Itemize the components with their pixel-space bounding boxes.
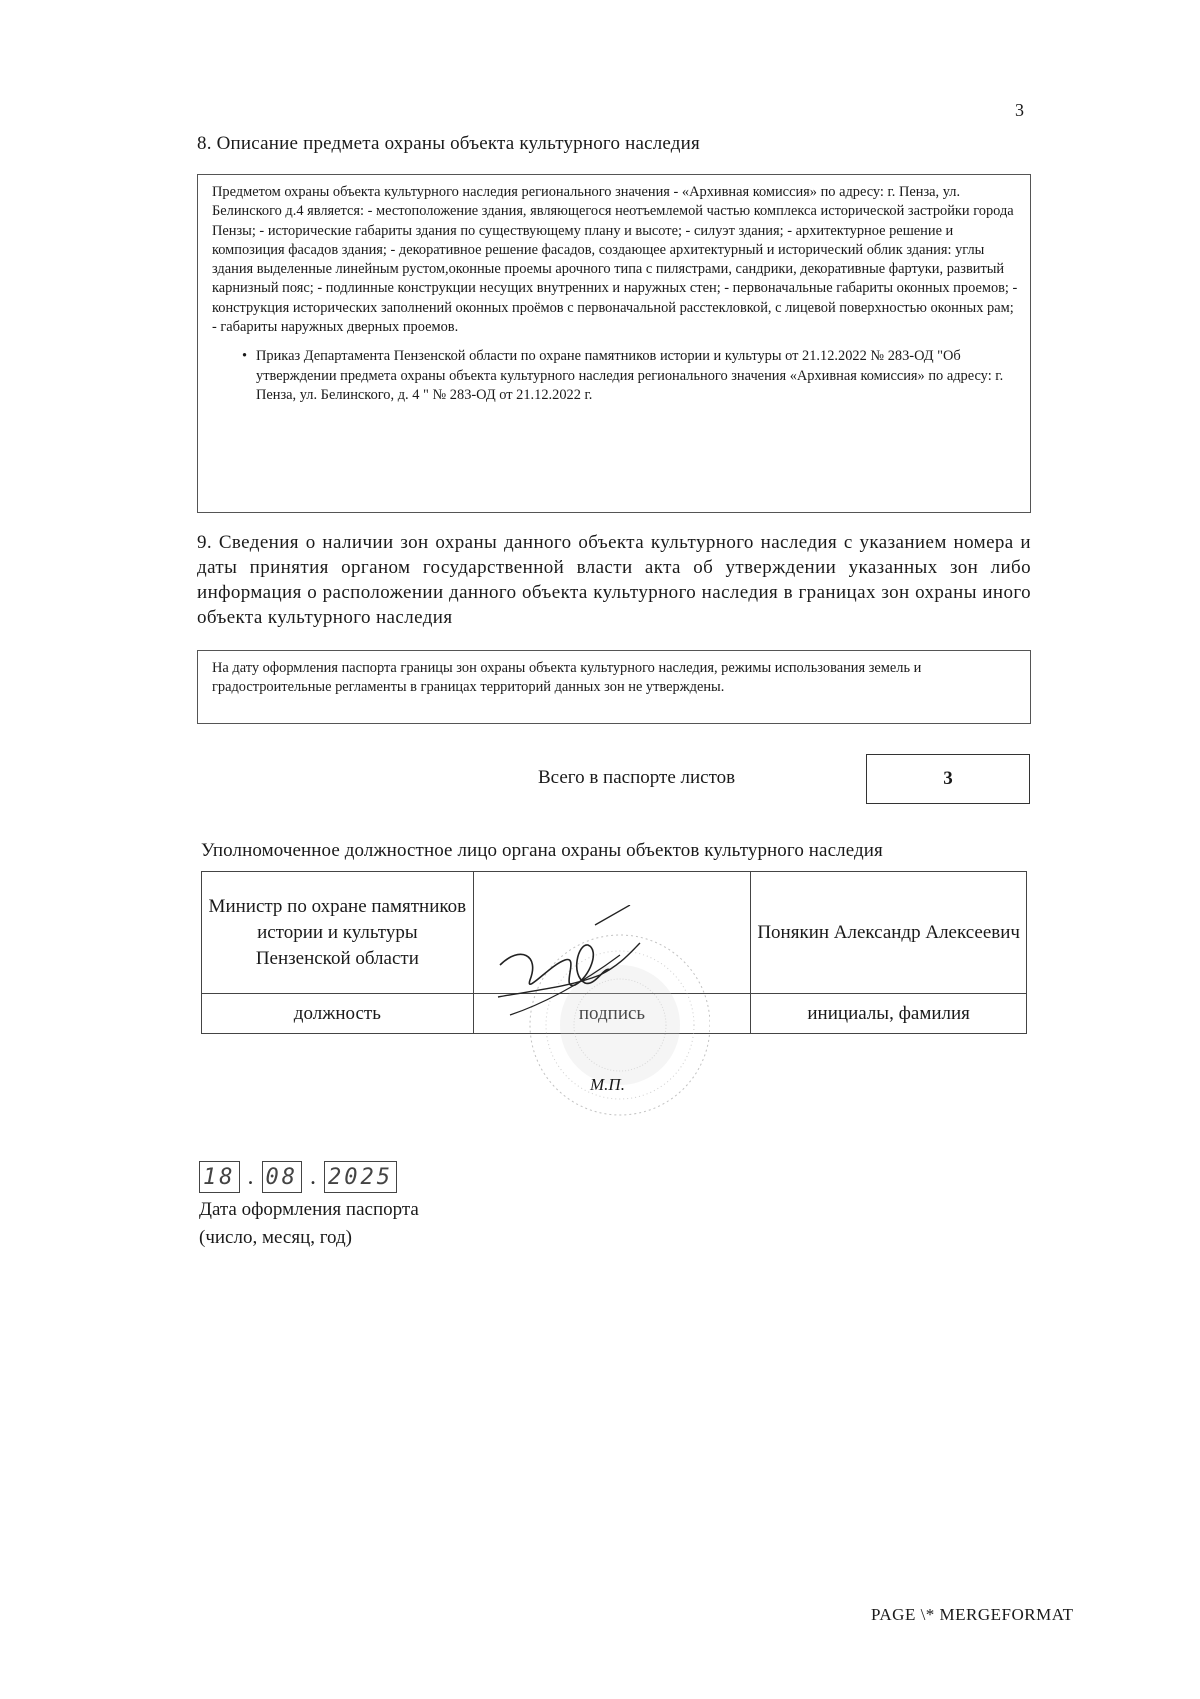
date-label — [199, 1196, 419, 1252]
order-text: Приказ Департамента Пензенской области по охране памятников истории и культуры от 21.12.2022 № 283-ОД "Об утверждении предмета охраны объекта культурного наследия регионального значения «Архивная комиссия» по адресу: г. Пенза, ул. Белинского, д. 4 " № 283-ОД от 21.12.2022 г. — [256, 348, 1004, 403]
date-day: 18 — [199, 1161, 240, 1193]
sheets-count: 3 — [866, 754, 1030, 804]
order-item — [242, 347, 1018, 405]
protection-subject-description: Предметом охраны объекта культурного наследия регионального значения - «Архивная комиссия» по адресу: г. Пенза, ул. Белинского д.4 является: - местоположение здания, являющегося неотъемлемой частью комплекса исторической застройки города Пензы; - исторические габариты здания по существующему плану и высоте; - силуэт здания; - архитектурное решение и композиция фасадов здания; - декоративное решение фасадов, создающее архитектурный и исторический облик здания: углы здания выделенные линейным рустом,оконные проемы арочного типа с пилястрами, сандрики, декоративные фартуки, развитый карнизный пояс; - подлинные конструкции несущих внутренних и наружных стен; - первоначальные габариты оконных проемов; - конструкция исторических заполнений оконных проёмов с первоначальной расстекловкой, с лицевой поверхностью оконных рам; - габариты наружных дверных проемов. — [212, 184, 1018, 336]
sheets-label: Всего в паспорте листов — [538, 767, 736, 788]
issue-date — [199, 1161, 397, 1193]
date-separator: . — [247, 1163, 254, 1190]
caption-position: должность — [202, 994, 474, 1034]
stamp-place-mark: М.П. — [590, 1075, 625, 1094]
date-label-text: Дата оформления паспорта — [199, 1199, 419, 1220]
footer-field-code: PAGE \* MERGEFORMAT — [871, 1605, 1074, 1624]
bullet-icon: • — [242, 348, 248, 365]
handwritten-signature-icon — [470, 905, 710, 1135]
page-number: 3 — [1015, 100, 1024, 120]
section-9-box — [197, 650, 1031, 724]
section-9-title: 9. Сведения о наличии зон охраны данного объекта культурного наследия с указанием номера и даты принятия органом государственной власти акта об утверждении указанных зон либо информация о расположении данного объекта культурного наследия в границах зон охраны иного объекта культурного наследия — [197, 532, 1031, 628]
order-list — [212, 347, 1018, 405]
protection-zones-text: На дату оформления паспорта границы зон охраны объекта культурного наследия, режимы использования земель и градостроительные регламенты в границах территорий данных зон не утверждены. — [212, 660, 922, 696]
caption-signature: подпись — [473, 994, 751, 1034]
date-year: 2025 — [324, 1161, 397, 1193]
caption-name: инициалы, фамилия — [751, 994, 1027, 1034]
section-8-title: 8. Описание предмета охраны объекта культурного наследия — [197, 133, 700, 154]
official-position: Министр по охране памятников истории и культуры Пензенской области — [202, 872, 474, 994]
official-title: Уполномоченное должностное лицо органа охраны объектов культурного наследия — [201, 840, 883, 861]
date-format-hint: (число, месяц, год) — [199, 1227, 353, 1248]
section-8-box — [197, 174, 1031, 513]
official-name: Понякин Александр Алексеевич — [751, 872, 1027, 994]
date-separator: . — [310, 1163, 316, 1190]
date-month: 08 — [262, 1161, 303, 1193]
